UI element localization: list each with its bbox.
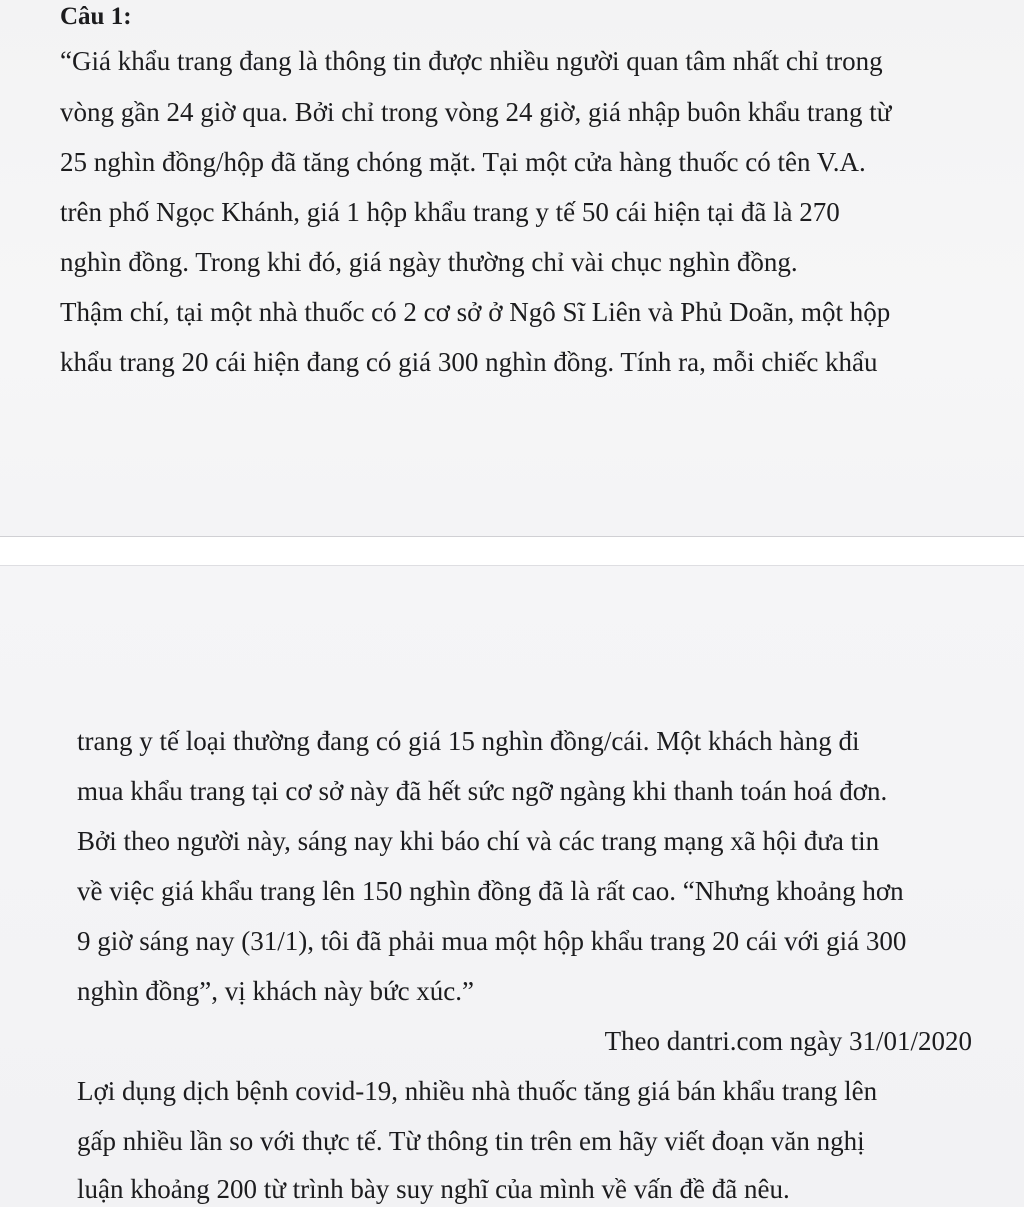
prompt-line-3: luận khoảng 200 từ trình bày suy nghĩ của mình về vấn đề đã nêu. <box>77 1174 790 1204</box>
page-bottom <box>0 566 1024 1207</box>
prompt-line-2: gấp nhiều lần so với thực tế. Từ thông tin trên em hãy viết đoạn văn nghị <box>77 1126 865 1156</box>
passage-line-1: “Giá khẩu trang đang là thông tin được nhiều người quan tâm nhất chỉ trong <box>60 46 883 76</box>
page-separator <box>0 536 1024 566</box>
passage-line-10: Bởi theo người này, sáng nay khi báo chí và các trang mạng xã hội đưa tin <box>77 826 880 856</box>
question-label: Câu 1: <box>60 3 132 30</box>
passage-line-6: Thậm chí, tại một nhà thuốc có 2 cơ sở ở Ngô Sĩ Liên và Phủ Doãn, một hộp <box>60 297 891 327</box>
source-citation: Theo dantri.com ngày 31/01/2020 <box>604 1026 972 1056</box>
passage-line-7: khẩu trang 20 cái hiện đang có giá 300 nghìn đồng. Tính ra, mỗi chiếc khẩu <box>60 347 878 377</box>
prompt-line-1: Lợi dụng dịch bệnh covid-19, nhiều nhà thuốc tăng giá bán khẩu trang lên <box>77 1076 878 1106</box>
passage-line-12: 9 giờ sáng nay (31/1), tôi đã phải mua một hộp khẩu trang 20 cái với giá 300 <box>77 926 907 956</box>
passage-line-5: nghìn đồng. Trong khi đó, giá ngày thường chỉ vài chục nghìn đồng. <box>60 247 798 277</box>
page-top <box>0 0 1024 536</box>
passage-line-4: trên phố Ngọc Khánh, giá 1 hộp khẩu trang y tế 50 cái hiện tại đã là 270 <box>60 197 840 227</box>
passage-line-2: vòng gần 24 giờ qua. Bởi chỉ trong vòng 24 giờ, giá nhập buôn khẩu trang từ <box>60 97 892 127</box>
passage-line-9: mua khẩu trang tại cơ sở này đã hết sức ngỡ ngàng khi thanh toán hoá đơn. <box>77 776 888 806</box>
passage-line-13: nghìn đồng”, vị khách này bức xúc.” <box>77 976 475 1006</box>
passage-line-11: về việc giá khẩu trang lên 150 nghìn đồng đã là rất cao. “Nhưng khoảng hơn <box>77 876 904 906</box>
passage-line-3: 25 nghìn đồng/hộp đã tăng chóng mặt. Tại một cửa hàng thuốc có tên V.A. <box>60 147 866 177</box>
passage-line-8: trang y tế loại thường đang có giá 15 nghìn đồng/cái. Một khách hàng đi <box>77 726 860 756</box>
